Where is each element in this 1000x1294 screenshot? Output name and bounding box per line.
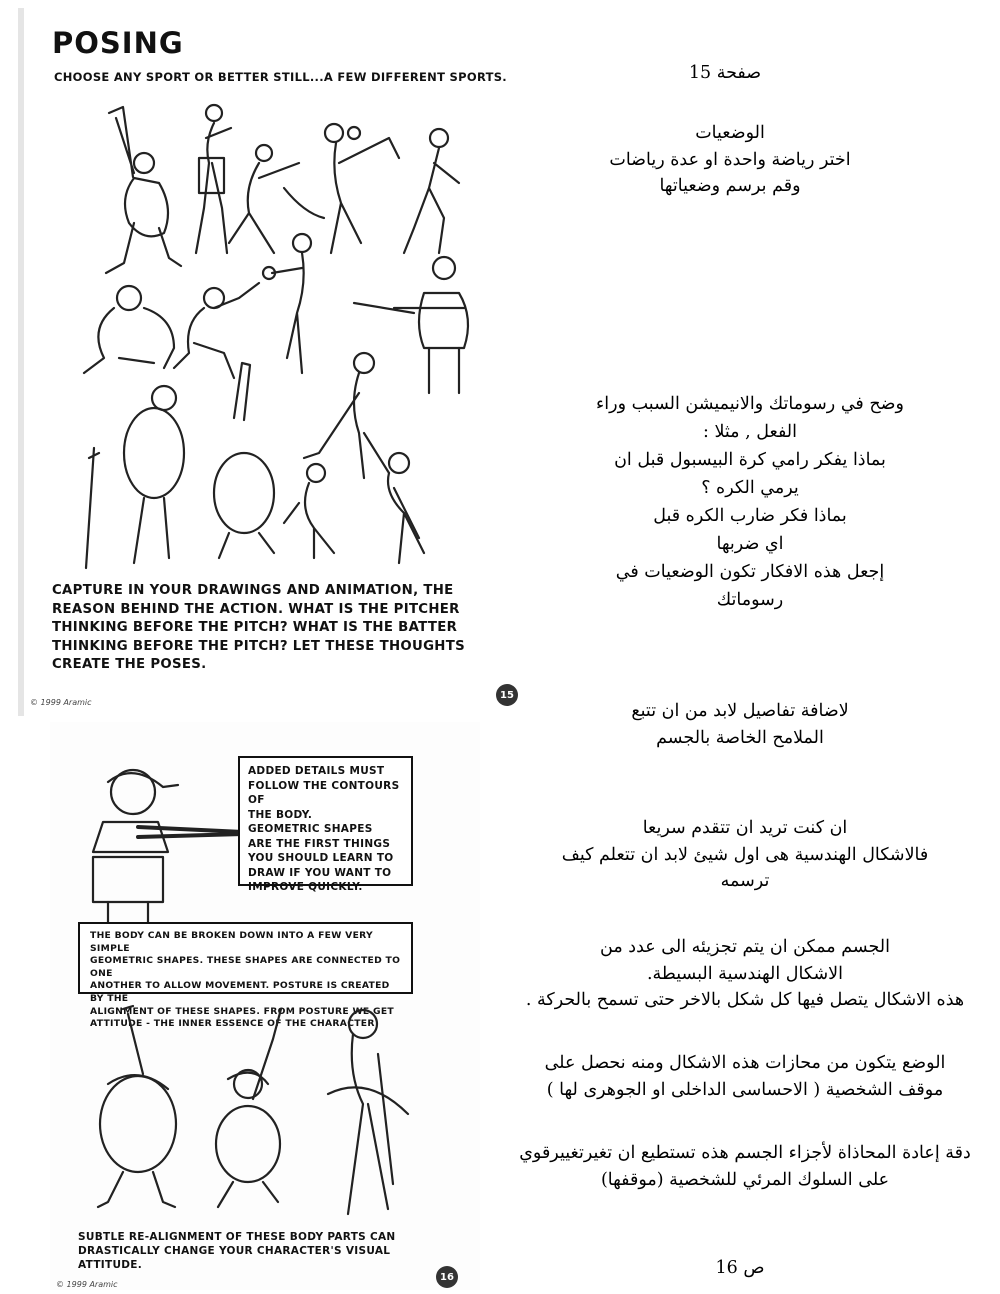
arabic-line: الفعل , مثلا : (703, 422, 797, 442)
upright-batter (328, 1010, 408, 1214)
arabic-line: اي ضربها (716, 534, 784, 554)
arabic-block-posture (500, 1050, 990, 1103)
copyright: © 1999 Aramic (56, 1280, 118, 1289)
small-golfer-sketch (284, 464, 334, 558)
note-line: ARE THE FIRST THINGS (248, 837, 391, 850)
leaning-batter (216, 1009, 281, 1207)
thrower-sketch (263, 234, 311, 373)
arabic-line: بماذا فكر ضارب الكره قبل (653, 506, 847, 526)
arabic-page-15-label: صفحة 15 (688, 63, 762, 83)
arabic-block-details (530, 698, 950, 751)
arabic-line: هذه الاشكال يتصل فيها كل شكل بالاخر حتى تسمح بالحركة . (525, 990, 965, 1010)
details-note-box (238, 756, 413, 893)
caption-line: CREATE THE POSES. (52, 657, 207, 672)
note-line: THE BODY. (248, 808, 313, 821)
note-line: THE BODY CAN BE BROKEN DOWN INTO A FEW VERY SIMPLE (90, 930, 373, 954)
book-page-15 (18, 8, 521, 716)
body-shapes-note-box (78, 922, 413, 1030)
bent-golfer-sketch (388, 453, 424, 563)
golfer-sketch-2 (304, 353, 389, 478)
caption-line: THINKING BEFORE THE PITCH? WHAT IS THE BATTER (52, 620, 458, 635)
note-line: YOU SHOULD LEARN TO (248, 852, 394, 864)
chubby-batter-sketch (214, 363, 274, 558)
pitcher-sketch-1 (325, 124, 399, 253)
note-line: GEOMETRIC SHAPES. THESE SHAPES ARE CONNECTED TO ONE (90, 955, 401, 979)
arabic-block-realignment (495, 1140, 995, 1193)
arabic-line: بماذا يفكر رامي كرة البيسبول قبل ان (614, 450, 886, 470)
note-line: ANOTHER TO ALLOW MOVEMENT. POSTURE IS CREATED BY THE (90, 980, 390, 1004)
caption-line: SUBTLE RE-ALIGNMENT OF THESE BODY PARTS CAN (78, 1231, 396, 1243)
arabic-page-16-label: ص 16 (715, 1258, 765, 1278)
arabic-line: يرمي الكره ؟ (701, 478, 799, 498)
arabic-block-body-shapes (495, 934, 995, 1014)
golfer-sketch-1 (196, 105, 231, 253)
runner-sketch (404, 129, 459, 253)
catcher-sketch (84, 286, 174, 373)
batter-sketch-1 (106, 107, 181, 273)
arabic-line: دقة إعادة المحاذاة لأجزاء الجسم هذه تستطيع ان تغيرتغييرقوي (519, 1143, 971, 1163)
note-line: IMPROVE QUICKLY. (248, 881, 363, 893)
fat-batter-sketch (86, 386, 184, 568)
arabic-line: الاشكال الهندسية البسيطة. (646, 963, 844, 984)
round-batter (98, 1006, 176, 1207)
note-line: DRAW IF YOU WANT TO (248, 866, 392, 879)
note-line: GEOMETRIC SHAPES (248, 823, 373, 835)
page-16-caption (78, 1230, 458, 1272)
note-line: ADDED DETAILS MUST (248, 765, 385, 777)
arabic-line: الملامح الخاصة بالجسم (656, 727, 824, 748)
book-page-16 (50, 722, 480, 1290)
arabic-block-posing (530, 120, 930, 200)
caption-line: REASON BEHIND THE ACTION. WHAT IS THE PITCHER (52, 601, 460, 617)
note-line: ATTITUDE - THE INNER ESSENCE OF THE CHARACTER (90, 1018, 375, 1030)
caption-line: DRASTICALLY CHANGE YOUR CHARACTER'S VISUAL ATTITUDE. (78, 1245, 391, 1271)
page-15-caption (52, 582, 492, 675)
realignment-batters-sketch (78, 1004, 458, 1224)
arabic-line: الوضعيات (695, 123, 765, 143)
note-line: FOLLOW THE CONTOURS OF (248, 779, 400, 806)
caption-line: THINKING BEFORE THE PITCH? LET THESE THOUGHTS (52, 638, 465, 654)
copyright: © 1999 Aramic (30, 698, 92, 707)
arabic-line: ترسمه (720, 871, 770, 891)
geometric-batter-sketch (78, 762, 248, 922)
arabic-line: إجعل هذه الافكار تكون الوضعيات في (615, 562, 885, 582)
sport-poses-sketches (54, 93, 494, 573)
note-line: ALIGNMENT OF THESE SHAPES. FROM POSTURE WE GET (90, 1005, 394, 1017)
arabic-line: موقف الشخصية ( الاحساسى الداخلى او الجوهرى لها ) (546, 1079, 944, 1100)
arabic-line: وقم برسم وضعياتها (659, 176, 801, 196)
arabic-line: فالاشكال الهندسية هى اول شيئ لابد ان تتعلم كيف (561, 844, 929, 865)
page-number-badge: 16 (436, 1266, 458, 1288)
caption-line: CAPTURE IN YOUR DRAWINGS AND ANIMATION, THE (52, 583, 454, 598)
arabic-line: لاضافة تفاصيل لابد من ان تتبع (631, 701, 849, 721)
page-subtitle: CHOOSE ANY SPORT OR BETTER STILL...A FEW DIFFERENT SPORTS. (54, 70, 507, 84)
arabic-line: الوضع يتكون من محازات هذه الاشكال ومنه نحصل على (544, 1053, 946, 1073)
arabic-block-geometric (500, 815, 990, 895)
arabic-line: على السلوك المرئي للشخصية (موقفها) (600, 1169, 890, 1190)
page-title: POSING (52, 26, 184, 60)
arabic-line: رسوماتك (716, 590, 784, 610)
page-number-badge: 15 (496, 684, 518, 706)
batter-sketch-2 (354, 257, 468, 393)
arabic-block-reason (530, 390, 970, 614)
arabic-line: اختر رياضة واحدة او عدة رياضات (609, 149, 851, 170)
arabic-line: الجسم ممكن ان يتم تجزيئه الى عدد من (600, 937, 890, 957)
arabic-line: ان كنت تريد ان تتقدم سريعا (642, 818, 848, 838)
arabic-line: وضح في رسوماتك والانيميشن السبب وراء (596, 394, 904, 414)
